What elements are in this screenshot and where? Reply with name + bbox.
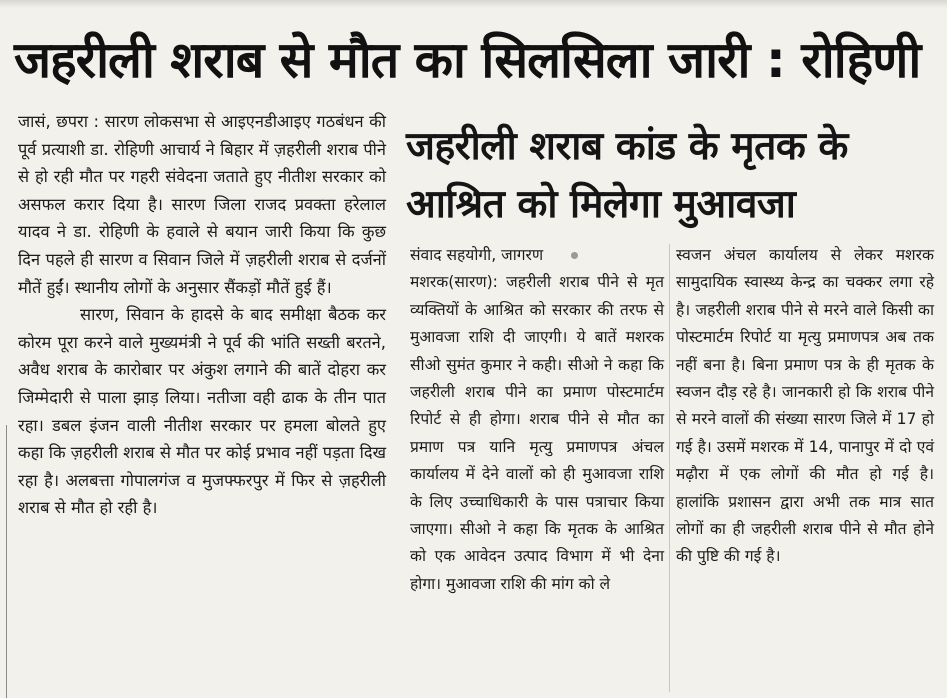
main-article-para-1: जासं, छपरा : सारण लोकसभा से आइएनडीआइए गठबंधन की पूर्व प्रत्याशी डा. रोहिणी आचार्य ने बिहार में ज़हरीली शराब पीने से हो रही मौत पर गहरी संवेदना जताते हुए नीतीश सरकार को असफल करार दिया है। सारण जिला राजद प्रवक्ता हरेलाल यादव ने डा. रोहिणी के हवाले से बयान जारी किया कि कुछ दिन पहले ही सारण व सिवान जिले में ज़हरीली शराब से दर्जनों मौतें हुईं। स्थानीय लोगों के अनुसार सैंकड़ों मौतें हुई हैं।	[18, 112, 386, 297]
sub-article-byline: संवाद सहयोगी, जागरण	[410, 246, 544, 264]
main-headline: जहरीली शराब से मौत का सिलसिला जारी : रोहिणी	[14, 31, 921, 89]
byline-bullet-icon	[571, 252, 578, 259]
column-divider	[669, 244, 670, 692]
sub-article-para-1: मशरक(सारण): जहरीली शराब पीने से मृत व्यक्तियों के आश्रित को सरकार की तरफ से मुआवजा राशि दी जाएगी। ये बातें मशरक सीओ सुमंत कुमार ने कही। सीओ ने कहा कि जहरीली शराब पीने का प्रमाण पोस्टमार्टम रिपोर्ट से ही होगा। शराब पीने से मौत का प्रमाण पत्र यानि मृत्यु प्रमाणपत्र अंचल कार्यालय में देने वालों को ही मुआवजा राशि के लिए उच्चाधिकारी के पास पत्राचार किया जाएगा। सीओ ने कहा कि मृतक के आश्रित को एक आवेदन उत्पाद विभाग में भी देना होगा। मुआवजा राशि की मांग को ले	[410, 273, 664, 593]
sub-article-column-2	[676, 242, 934, 571]
left-margin-rule	[6, 425, 7, 698]
main-article-body	[18, 108, 386, 522]
sub-article-byline-line	[410, 242, 664, 269]
main-article-para-2: सारण, सिवान के हादसे के बाद समीक्षा बैठक कर कोरम पूरा करने वाले मुख्यमंत्री ने पूर्व की भांति सख्ती बरतने, अवैध शराब के कारोबार पर अंकुश लगाने की बातें दोहरा कर जिम्मेदारी से पाला झाड़ लिया। नतीजा वही ढाक के तीन पात रहा। डबल इंजन वाली नीतीश सरकार पर हमला बोलते हुए कहा कि ज़हरीली शराब से मौत पर कोई प्रभाव नहीं पड़ता दिख रहा है। अलबत्ता गोपालगंज व मुजफ्फरपुर में फिर से ज़हरीली शराब से मौत हो रही है।	[18, 305, 386, 518]
sub-article-column-1	[410, 242, 664, 598]
page-top-edge	[0, 0, 947, 8]
sub-article-para-2: स्वजन अंचल कार्यालय से लेकर मशरक सामुदायिक स्वास्थ्य केन्द्र का चक्कर लगा रहे है। जहरीली शराब पीने से मरने वाले किसी का पोस्टमार्टम रिपोर्ट या मृत्यु प्रमाणपत्र अब तक नहीं बना है। बिना प्रमाण पत्र के ही मृतक के स्वजन दौड़ रहे है। जानकारी हो कि शराब पीने से मरने वालों की संख्या सारण जिले में 17 हो गई है। उसमें मशरक में 14, पानापुर में दो एवं मढ़ौरा में एक लोगों की मौत हो गई है। हालांकि प्रशासन द्वारा अभी तक मात्र सात लोगों का ही जहरीली शराब पीने से मौत होने की पुष्टि की गई है।	[676, 246, 934, 566]
sub-article-headline: जहरीली शराब कांड के मृतक के आश्रित को मिलेगा मुआवजा	[406, 124, 848, 227]
